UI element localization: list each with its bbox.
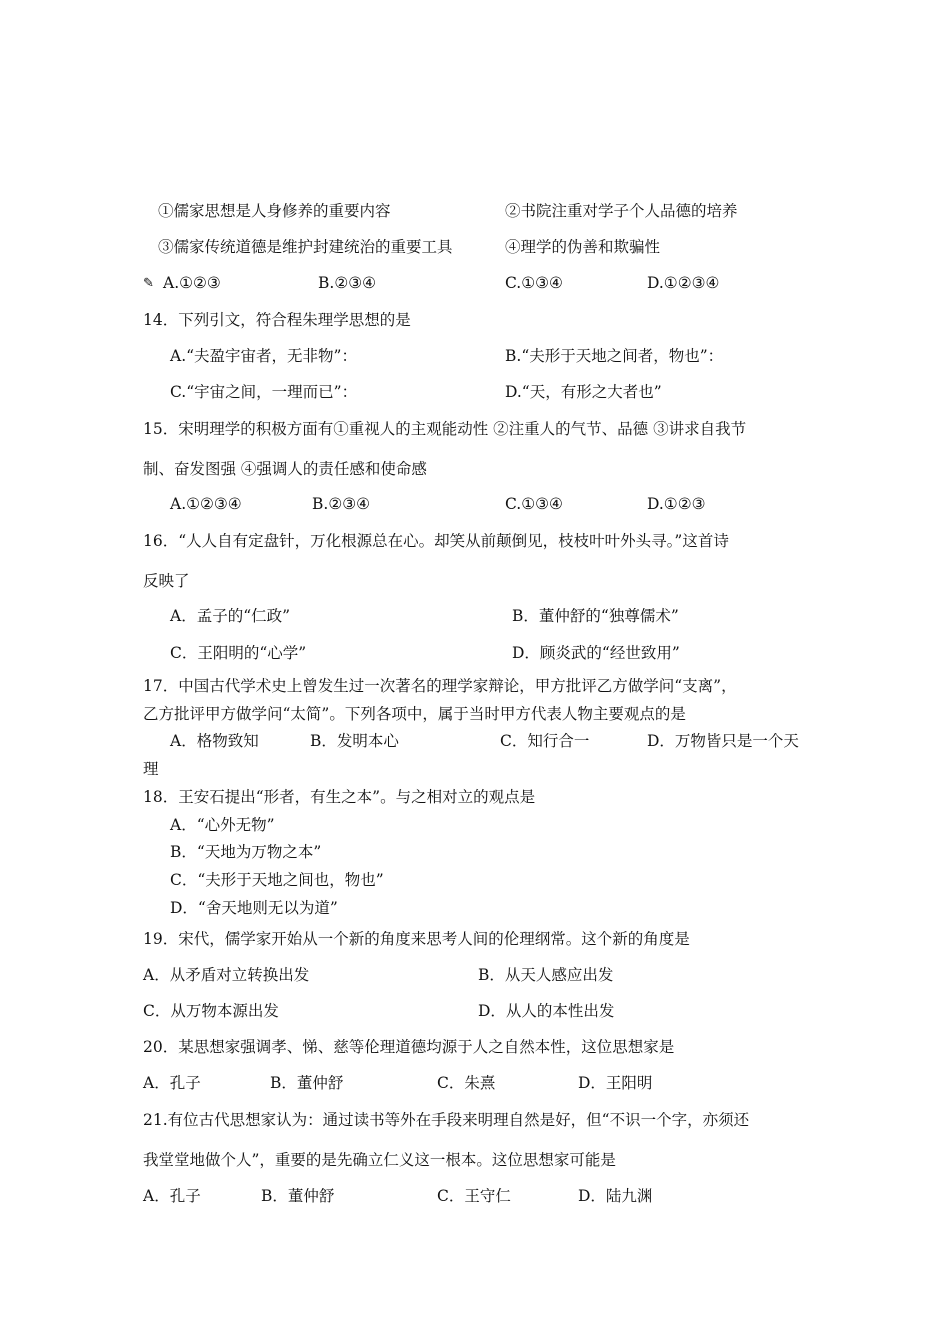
q16-option-c: C．王阳明的“心学”	[170, 644, 307, 662]
q21-option-d: D．陆九渊	[578, 1187, 653, 1205]
q21-stem-line-2: 我堂堂地做个人”，重要的是先确立仁义这一根本。这位思想家可能是	[143, 1151, 616, 1169]
q18-option-d: D．“舍天地则无以为道”	[170, 899, 338, 917]
q20-option-d: D．王阳明	[578, 1074, 653, 1092]
q13-option-a-label: A.①②③	[163, 274, 221, 292]
q17-option-d-continued: 理	[143, 760, 159, 778]
q16-stem-line-1: 16．“人人自有定盘针，万化根源总在心。却笑从前颠倒见，枝枝叶叶外头寻。”这首诗	[143, 532, 729, 550]
q13-option-a	[143, 273, 221, 294]
q14-option-b: B.“夫形于天地之间者，物也”：	[505, 347, 724, 365]
q20-option-a: A．孔子	[143, 1074, 201, 1092]
q15-stem-line-1: 15．宋明理学的积极方面有①重视人的主观能动性 ②注重人的气节、品德 ③讲求自我节	[143, 420, 747, 438]
q16-stem-line-2: 反映了	[143, 572, 190, 590]
q14-stem: 14．下列引文，符合程朱理学思想的是	[143, 311, 411, 329]
q14-option-a: A.“夫盈宇宙者，无非物”：	[170, 347, 357, 365]
q17-option-b: B．发明本心	[310, 732, 399, 750]
q15-option-c: C.①③④	[505, 495, 563, 513]
q19-option-b: B．从天人感应出发	[478, 966, 614, 984]
q16-option-b: B．董仲舒的“独尊儒术”	[512, 607, 679, 625]
q19-option-a: A．从矛盾对立转换出发	[143, 966, 310, 984]
q18-option-b: B．“天地为万物之本”	[170, 843, 322, 861]
q17-option-a: A．格物致知	[170, 732, 259, 750]
q14-option-d: D.“天，有形之大者也”	[505, 383, 662, 401]
q20-stem: 20．某思想家强调孝、悌、慈等伦理道德均源于人之自然本性，这位思想家是	[143, 1038, 675, 1056]
q15-option-b: B.②③④	[312, 495, 371, 513]
q17-option-c: C．知行合一	[500, 732, 590, 750]
q20-option-c: C．朱熹	[437, 1074, 496, 1092]
q19-stem: 19．宋代，儒学家开始从一个新的角度来思考人间的伦理纲常。这个新的角度是	[143, 930, 690, 948]
q17-option-d: D．万物皆只是一个天	[647, 732, 799, 750]
pen-mark-icon: ✎	[143, 276, 154, 291]
q18-stem: 18．王安石提出“形者，有生之本”。与之相对立的观点是	[143, 788, 536, 806]
q15-stem-line-2: 制、奋发图强 ④强调人的责任感和使命感	[143, 460, 427, 478]
q13-item-2: ②书院注重对学子个人品德的培养	[505, 202, 738, 220]
q21-stem-line-1: 21.有位古代思想家认为：通过读书等外在手段来明理自然是好，但“不识一个字，亦须还	[143, 1111, 750, 1129]
q13-option-d: D.①②③④	[647, 274, 720, 292]
q21-option-a: A．孔子	[143, 1187, 201, 1205]
q13-option-b: B.②③④	[318, 274, 377, 292]
q18-option-a: A．“心外无物”	[170, 816, 275, 834]
q19-option-d: D．从人的本性出发	[478, 1002, 615, 1020]
q13-item-4: ④理学的伪善和欺骗性	[505, 238, 661, 256]
q19-option-c: C．从万物本源出发	[143, 1002, 279, 1020]
q15-option-a: A.①②③④	[170, 495, 242, 513]
q21-option-b: B．董仲舒	[261, 1187, 335, 1205]
q21-option-c: C．王守仁	[437, 1187, 511, 1205]
q20-option-b: B．董仲舒	[270, 1074, 344, 1092]
q14-option-c: C.“宇宙之间，一理而已”：	[170, 383, 358, 401]
q13-item-3: ③儒家传统道德是维护封建统治的重要工具	[158, 238, 453, 256]
q16-option-a: A．孟子的“仁政”	[170, 607, 291, 625]
q18-option-c: C．“夫形于天地之间也，物也”	[170, 871, 384, 889]
q13-item-1: ①儒家思想是人身修养的重要内容	[158, 202, 391, 220]
q15-option-d: D.①②③	[647, 495, 706, 513]
q17-stem-line-2: 乙方批评甲方做学问“太简”。下列各项中，属于当时甲方代表人物主要观点的是	[143, 705, 686, 723]
q13-option-c: C.①③④	[505, 274, 563, 292]
q17-stem-line-1: 17．中国古代学术史上曾发生过一次著名的理学家辩论，甲方批评乙方做学问“支离”，	[143, 677, 737, 695]
q16-option-d: D．顾炎武的“经世致用”	[512, 644, 680, 662]
